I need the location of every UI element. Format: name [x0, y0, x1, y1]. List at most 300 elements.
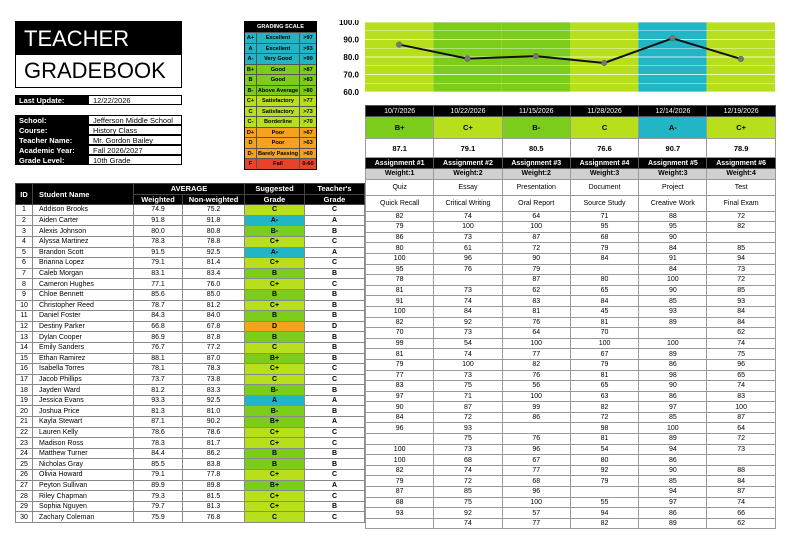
score-cell[interactable]: 73	[434, 232, 502, 243]
score-cell[interactable]: 72	[707, 211, 775, 222]
teachers-grade[interactable]: D	[305, 321, 365, 332]
student-name[interactable]: Caleb Morgan	[33, 268, 134, 279]
teachers-grade[interactable]: C	[305, 205, 365, 216]
score-cell[interactable]: 55	[570, 497, 638, 508]
score-cell[interactable]: 70	[570, 328, 638, 339]
score-cell[interactable]: 72	[570, 412, 638, 423]
teachers-grade[interactable]: C	[305, 470, 365, 481]
weighted-average: 76.7	[134, 342, 183, 353]
score-cell[interactable]: 84	[707, 306, 775, 317]
score-cell[interactable]: 73	[434, 285, 502, 296]
score-cell[interactable]: 98	[570, 423, 638, 434]
score-cell[interactable]: 67	[570, 349, 638, 360]
score-cell[interactable]: 79	[366, 476, 434, 487]
teachers-grade[interactable]: C	[305, 512, 365, 523]
score-cell[interactable]: 73	[434, 444, 502, 455]
score-cell[interactable]: 86	[502, 412, 570, 423]
score-cell[interactable]: 86	[639, 359, 707, 370]
teachers-grade[interactable]: B	[305, 385, 365, 396]
table-row	[16, 438, 365, 449]
score-cell[interactable]: 74	[434, 211, 502, 222]
assignment-topic[interactable]: Final Exam	[707, 195, 775, 211]
score-cell[interactable]: 86	[639, 455, 707, 466]
weighted-average: 74.9	[134, 205, 183, 216]
score-cell[interactable]: 81	[366, 349, 434, 360]
info-label: Academic Year:	[15, 145, 89, 155]
student-name[interactable]: Cameron Hughes	[33, 279, 134, 290]
score-cell[interactable]: 80	[570, 455, 638, 466]
score-cell[interactable]: 82	[366, 465, 434, 476]
score-cell[interactable]: 90	[639, 285, 707, 296]
score-cell[interactable]	[570, 264, 638, 275]
score-cell[interactable]: 90	[502, 253, 570, 264]
score-cell[interactable]: 90	[639, 465, 707, 476]
teachers-grade[interactable]: B	[305, 311, 365, 322]
nonweighted-average: 75.2	[183, 205, 245, 216]
score-cell[interactable]: 78	[366, 275, 434, 286]
score-cell[interactable]: 82	[570, 518, 638, 529]
student-name[interactable]: Brianna Lopez	[33, 258, 134, 269]
score-cell[interactable]	[639, 328, 707, 339]
score-cell[interactable]: 76	[434, 264, 502, 275]
score-cell[interactable]: 90	[639, 381, 707, 392]
teachers-grade[interactable]: B	[305, 353, 365, 364]
nonweighted-average: 78.8	[183, 236, 245, 247]
score-cell[interactable]: 87	[434, 402, 502, 413]
assignment-date: 10/22/2026	[434, 106, 502, 117]
score-cell[interactable]: 84	[570, 296, 638, 307]
score-cell[interactable]: 79	[502, 264, 570, 275]
scale-grade: C-	[245, 117, 257, 127]
student-name[interactable]: Christopher Reed	[33, 300, 134, 311]
teachers-grade[interactable]: B	[305, 268, 365, 279]
score-cell[interactable]: 96	[366, 423, 434, 434]
score-cell[interactable]: 82	[707, 222, 775, 233]
teachers-grade[interactable]: A	[305, 247, 365, 258]
score-cell[interactable]: 93	[366, 508, 434, 519]
suggested-grade: C+	[245, 236, 305, 247]
score-cell[interactable]: 63	[570, 391, 638, 402]
scale-name: Good	[257, 75, 300, 85]
score-cell[interactable]: 71	[434, 391, 502, 402]
score-cell[interactable]: 79	[366, 222, 434, 233]
score-cell[interactable]: 84	[639, 243, 707, 254]
score-cell[interactable]: 100	[434, 222, 502, 233]
score-cell[interactable]: 80	[570, 275, 638, 286]
score-cell[interactable]: 57	[502, 508, 570, 519]
score-cell[interactable]: 85	[707, 285, 775, 296]
student-name[interactable]: Jessica Evans	[33, 395, 134, 406]
score-cell[interactable]: 100	[570, 338, 638, 349]
table-row	[16, 512, 365, 523]
student-name[interactable]: Aiden Carter	[33, 215, 134, 226]
student-name[interactable]: Jacob Phillips	[33, 374, 134, 385]
score-cell[interactable]: 85	[639, 412, 707, 423]
score-row	[366, 338, 776, 349]
score-cell[interactable]: 75	[434, 381, 502, 392]
student-name[interactable]: Olivia Howard	[33, 470, 134, 481]
scale-threshold: >83	[303, 77, 313, 83]
score-cell[interactable]: 79	[570, 476, 638, 487]
score-cell[interactable]: 100	[366, 306, 434, 317]
student-id: 24	[16, 448, 33, 459]
teachers-grade[interactable]: C	[305, 258, 365, 269]
score-cell[interactable]: 100	[366, 455, 434, 466]
student-name[interactable]: Zachary Coleman	[33, 512, 134, 523]
student-name[interactable]: Destiny Parker	[33, 321, 134, 332]
score-cell[interactable]: 45	[570, 306, 638, 317]
score-cell[interactable]: 88	[707, 465, 775, 476]
scale-grade: B	[245, 75, 257, 85]
score-cell[interactable]: 74	[707, 338, 775, 349]
suggested-grade: C+	[245, 300, 305, 311]
teachers-grade[interactable]: B	[305, 300, 365, 311]
score-cell[interactable]: 77	[502, 349, 570, 360]
score-cell[interactable]: 97	[639, 402, 707, 413]
score-cell[interactable]: 87	[502, 275, 570, 286]
teachers-grade[interactable]: B	[305, 289, 365, 300]
score-cell[interactable]	[366, 518, 434, 529]
assignment-topic[interactable]: Critical Writing	[434, 195, 502, 211]
assignment-average: 76.6	[570, 139, 638, 158]
assignment-name: Assignment #6	[707, 158, 775, 169]
score-cell[interactable]: 76	[502, 370, 570, 381]
table-row	[16, 501, 365, 512]
score-cell[interactable]: 100	[502, 391, 570, 402]
teachers-grade[interactable]: B	[305, 459, 365, 470]
score-cell[interactable]: 81	[570, 434, 638, 445]
score-cell[interactable]: 64	[502, 211, 570, 222]
scale-name: Satisfactory	[257, 107, 300, 117]
assignment-topic[interactable]: Creative Work	[639, 195, 707, 211]
score-cell[interactable]: 90	[639, 232, 707, 243]
teachers-grade[interactable]: B	[305, 332, 365, 343]
score-cell[interactable]: 90	[366, 402, 434, 413]
score-cell[interactable]: 83	[366, 381, 434, 392]
score-cell[interactable]: 100	[502, 338, 570, 349]
score-cell[interactable]: 71	[570, 211, 638, 222]
score-cell[interactable]: 73	[707, 444, 775, 455]
assignment-type[interactable]: Presentation	[502, 179, 570, 195]
score-cell[interactable]: 68	[434, 455, 502, 466]
score-cell[interactable]: 84	[366, 412, 434, 423]
score-cell[interactable]: 72	[434, 476, 502, 487]
score-cell[interactable]: 65	[707, 370, 775, 381]
weighted-average: 85.6	[134, 289, 183, 300]
score-cell[interactable]: 89	[639, 317, 707, 328]
score-cell[interactable]: 86	[639, 508, 707, 519]
score-cell[interactable]: 65	[570, 285, 638, 296]
student-name[interactable]: Isabella Torres	[33, 364, 134, 375]
info-value[interactable]: Mr. Gordon Bailey	[89, 135, 182, 145]
suggested-grade: B-	[245, 385, 305, 396]
teachers-grade[interactable]: A	[305, 395, 365, 406]
assignment-topic[interactable]: Oral Report	[502, 195, 570, 211]
score-cell[interactable]: 100	[502, 222, 570, 233]
score-cell[interactable]: 67	[502, 455, 570, 466]
score-cell[interactable]: 100	[366, 444, 434, 455]
score-cell[interactable]: 74	[434, 296, 502, 307]
teachers-grade[interactable]: C	[305, 427, 365, 438]
student-name[interactable]: Dylan Cooper	[33, 332, 134, 343]
score-cell[interactable]: 73	[707, 264, 775, 275]
score-cell[interactable]: 79	[570, 243, 638, 254]
score-cell[interactable]: 95	[639, 222, 707, 233]
teachers-grade[interactable]: C	[305, 438, 365, 449]
teachers-grade[interactable]: A	[305, 215, 365, 226]
assignment-type[interactable]: Document	[570, 179, 638, 195]
score-cell[interactable]: 72	[502, 243, 570, 254]
score-cell[interactable]: 85	[707, 243, 775, 254]
student-name[interactable]: Riley Chapman	[33, 491, 134, 502]
score-cell[interactable]: 82	[570, 402, 638, 413]
teachers-grade[interactable]: B	[305, 448, 365, 459]
student-name[interactable]: Sophia Nguyen	[33, 501, 134, 512]
score-cell[interactable]: 94	[707, 253, 775, 264]
student-name[interactable]: Addison Brooks	[33, 205, 134, 216]
score-cell[interactable]: 92	[434, 317, 502, 328]
assignment-type[interactable]: Test	[707, 179, 775, 195]
score-cell[interactable]: 100	[366, 253, 434, 264]
score-cell[interactable]: 84	[639, 264, 707, 275]
score-cell[interactable]: 86	[639, 391, 707, 402]
score-cell[interactable]: 93	[639, 306, 707, 317]
score-cell[interactable]: 81	[570, 317, 638, 328]
score-cell[interactable]: 97	[639, 497, 707, 508]
scale-grade: B+	[245, 65, 257, 75]
score-cell[interactable]: 65	[570, 381, 638, 392]
score-cell[interactable]: 74	[707, 381, 775, 392]
score-cell[interactable]: 88	[366, 497, 434, 508]
score-cell[interactable]: 82	[366, 211, 434, 222]
teachers-grade[interactable]: A	[305, 480, 365, 491]
score-cell[interactable]: 88	[639, 211, 707, 222]
teachers-grade[interactable]: B	[305, 342, 365, 353]
score-cell[interactable]: 96	[502, 444, 570, 455]
score-cell[interactable]: 83	[502, 296, 570, 307]
score-cell[interactable]: 62	[502, 285, 570, 296]
score-cell[interactable]: 54	[434, 338, 502, 349]
grading-scale-row	[245, 43, 316, 54]
score-cell[interactable]: 89	[639, 349, 707, 360]
score-cell[interactable]: 64	[502, 328, 570, 339]
score-cell[interactable]	[707, 232, 775, 243]
teachers-grade[interactable]: C	[305, 374, 365, 385]
score-cell[interactable]: 100	[707, 402, 775, 413]
score-row	[366, 423, 776, 434]
score-cell[interactable]	[366, 434, 434, 445]
student-id: 20	[16, 406, 33, 417]
score-cell[interactable]: 100	[639, 275, 707, 286]
score-cell[interactable]: 74	[707, 497, 775, 508]
score-cell[interactable]: 94	[639, 487, 707, 498]
score-cell[interactable]: 85	[639, 296, 707, 307]
score-cell[interactable]: 76	[502, 434, 570, 445]
info-value[interactable]: Jefferson Middle School	[89, 115, 182, 125]
score-cell[interactable]: 68	[502, 476, 570, 487]
score-cell[interactable]: 72	[707, 275, 775, 286]
student-name[interactable]: Emily Sanders	[33, 342, 134, 353]
score-cell[interactable]: 95	[366, 264, 434, 275]
info-value[interactable]: History Class	[89, 125, 182, 135]
score-cell[interactable]: 70	[366, 328, 434, 339]
score-cell[interactable]: 96	[434, 253, 502, 264]
student-name[interactable]: Matthew Turner	[33, 448, 134, 459]
score-cell[interactable]: 75	[434, 497, 502, 508]
score-cell[interactable]: 75	[707, 349, 775, 360]
student-name[interactable]: Peyton Sullivan	[33, 480, 134, 491]
student-name[interactable]: Jayden Ward	[33, 385, 134, 396]
teachers-grade[interactable]: C	[305, 491, 365, 502]
score-cell[interactable]	[434, 275, 502, 286]
score-cell[interactable]: 73	[434, 328, 502, 339]
score-cell[interactable]: 100	[434, 359, 502, 370]
score-cell[interactable]: 74	[434, 518, 502, 529]
assignment-topic[interactable]: Source Study	[570, 195, 638, 211]
score-cell[interactable]: 92	[434, 508, 502, 519]
assignment-type[interactable]: Quiz	[366, 179, 434, 195]
score-cell[interactable]: 95	[570, 222, 638, 233]
score-cell[interactable]: 85	[639, 476, 707, 487]
score-cell[interactable]: 72	[434, 412, 502, 423]
score-cell[interactable]: 83	[707, 391, 775, 402]
score-cell[interactable]: 81	[570, 370, 638, 381]
teachers-grade[interactable]: A	[305, 417, 365, 428]
score-cell[interactable]: 91	[639, 253, 707, 264]
score-cell[interactable]: 87	[707, 487, 775, 498]
score-cell[interactable]: 74	[434, 465, 502, 476]
score-cell[interactable]: 84	[434, 306, 502, 317]
teachers-grade[interactable]: B	[305, 501, 365, 512]
score-cell[interactable]: 96	[502, 487, 570, 498]
student-name[interactable]: Alexis Johnson	[33, 226, 134, 237]
scale-threshold: >70	[303, 119, 313, 125]
score-cell[interactable]: 98	[639, 370, 707, 381]
score-cell[interactable]: 75	[434, 434, 502, 445]
score-cell[interactable]: 76	[502, 317, 570, 328]
score-cell[interactable]: 79	[570, 359, 638, 370]
student-name[interactable]: Alyssa Martinez	[33, 236, 134, 247]
score-cell[interactable]: 81	[366, 285, 434, 296]
score-cell[interactable]: 85	[434, 487, 502, 498]
info-row	[15, 145, 182, 155]
assignment-type[interactable]: Essay	[434, 179, 502, 195]
score-cell[interactable]: 96	[707, 359, 775, 370]
score-cell[interactable]: 80	[366, 243, 434, 254]
teachers-grade[interactable]: C	[305, 279, 365, 290]
score-cell[interactable]: 72	[707, 434, 775, 445]
score-cell[interactable]: 86	[366, 232, 434, 243]
score-cell[interactable]: 89	[639, 434, 707, 445]
scale-threshold: >77	[303, 98, 313, 104]
score-row	[366, 444, 776, 455]
assignment-letter-grade: C+	[434, 117, 502, 139]
suggested-grade: C+	[245, 501, 305, 512]
score-cell[interactable]	[570, 487, 638, 498]
student-name[interactable]: Madison Ross	[33, 438, 134, 449]
teachers-grade[interactable]: B	[305, 226, 365, 237]
score-cell[interactable]: 87	[366, 487, 434, 498]
score-cell[interactable]: 93	[707, 296, 775, 307]
score-cell[interactable]: 92	[570, 465, 638, 476]
score-cell[interactable]: 99	[366, 338, 434, 349]
score-cell[interactable]: 84	[707, 317, 775, 328]
student-name[interactable]: Nicholas Gray	[33, 459, 134, 470]
score-cell[interactable]: 79	[366, 359, 434, 370]
student-id: 8	[16, 279, 33, 290]
score-cell[interactable]: 84	[707, 476, 775, 487]
score-cell[interactable]: 94	[639, 444, 707, 455]
score-cell[interactable]: 89	[639, 518, 707, 529]
score-cell[interactable]: 100	[502, 497, 570, 508]
student-name[interactable]: Ethan Ramirez	[33, 353, 134, 364]
weighted-average: 79.1	[134, 470, 183, 481]
score-cell[interactable]: 99	[502, 402, 570, 413]
student-name[interactable]: Brandon Scott	[33, 247, 134, 258]
score-cell[interactable]: 100	[639, 338, 707, 349]
score-cell[interactable]: 77	[502, 465, 570, 476]
weighted-average: 78.3	[134, 236, 183, 247]
score-cell[interactable]: 82	[366, 317, 434, 328]
score-cell[interactable]: 64	[707, 423, 775, 434]
student-id: 18	[16, 385, 33, 396]
teachers-grade[interactable]: B	[305, 406, 365, 417]
score-cell[interactable]: 94	[570, 508, 638, 519]
score-cell[interactable]: 81	[502, 306, 570, 317]
info-value[interactable]: Fall 2026/2027	[89, 145, 182, 155]
student-name[interactable]: Kayla Stewart	[33, 417, 134, 428]
assignment-weight: Weight:2	[434, 169, 502, 180]
score-cell[interactable]: 100	[639, 423, 707, 434]
chart-point	[738, 56, 744, 62]
student-name[interactable]: Lauren Kelly	[33, 427, 134, 438]
score-cell[interactable]: 87	[502, 232, 570, 243]
assignment-type[interactable]: Project	[639, 179, 707, 195]
score-cell[interactable]: 91	[366, 296, 434, 307]
score-cell[interactable]: 77	[366, 370, 434, 381]
score-cell[interactable]: 62	[707, 328, 775, 339]
last-update-value[interactable]: 12/22/2026	[89, 95, 182, 105]
score-cell[interactable]: 97	[366, 391, 434, 402]
score-cell[interactable]: 73	[434, 370, 502, 381]
score-cell[interactable]: 66	[707, 508, 775, 519]
student-name[interactable]: Joshua Price	[33, 406, 134, 417]
score-cell[interactable]: 68	[570, 232, 638, 243]
score-cell[interactable]: 56	[502, 381, 570, 392]
score-row	[366, 296, 776, 307]
score-cell[interactable]: 84	[570, 253, 638, 264]
score-cell[interactable]	[707, 455, 775, 466]
info-value[interactable]: 10th Grade	[89, 155, 182, 165]
teachers-grade[interactable]: C	[305, 364, 365, 375]
score-cell[interactable]: 54	[570, 444, 638, 455]
student-name[interactable]: Daniel Foster	[33, 311, 134, 322]
score-cell[interactable]	[502, 423, 570, 434]
teachers-grade[interactable]: C	[305, 236, 365, 247]
score-cell[interactable]: 62	[707, 518, 775, 529]
assignment-topic[interactable]: Quick Recall	[366, 195, 434, 211]
suggested-grade: C+	[245, 258, 305, 269]
score-cell[interactable]: 93	[434, 423, 502, 434]
score-cell[interactable]: 61	[434, 243, 502, 254]
score-cell[interactable]: 87	[707, 412, 775, 423]
score-cell[interactable]: 74	[434, 349, 502, 360]
assignment-average-row	[366, 139, 776, 158]
score-cell[interactable]: 77	[502, 518, 570, 529]
score-cell[interactable]: 82	[502, 359, 570, 370]
student-name[interactable]: Chloe Bennett	[33, 289, 134, 300]
assignment-topic-row	[366, 195, 776, 211]
